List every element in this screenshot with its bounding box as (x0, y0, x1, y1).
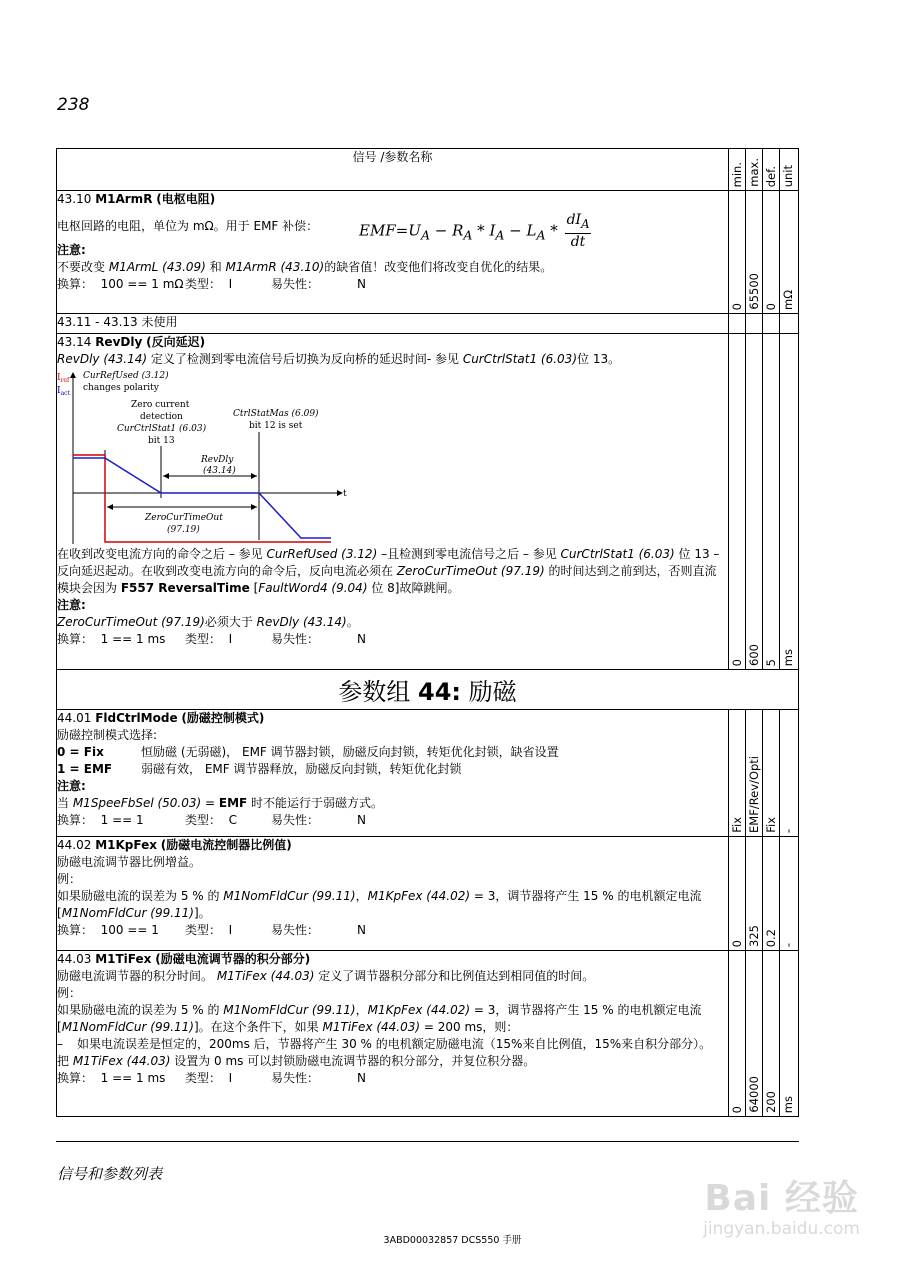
param-43-14-desc: 43.14 RevDly (反向延迟) RevDly (43.14) 定义了检测到零电流信号后切换为反向桥的延迟时间- 参见 CurCtrlStat1 (6.03)位 13。 $I_{ref}$ $I_{act}$ CurRefUsed (3.12) changes polarity Zero current detection CurCtrlStat1 (6.03) bit 13 CtrlStatMas (6.09) bit 12 is set RevDly (43.14) ZeroCurTimeOut (97.19) t 在收到改变电流方向的命令之后 – 参见 CurRefUsed (3.12) –且检测到零电流信号之后 – 参见 CurCtrlStat1 (6.03) 位 13 –反向延迟起动。在收到改变电流方向的命令后，反向电流必须在 ZeroCurTimeOut (97.19) 的时间达到之前到达，否则直流模块会因为 F557 ReversalTime [FaultWord4 (9.04) 位 8]故障跳闸。 注意: ZeroCurTimeOut (97.19)必须大于 RevDly (43.14)。 换算： 1 == 1 ms 类型： I 易失性： N (57, 334, 729, 670)
bit13-label: bit 13 (148, 436, 175, 446)
table-row-unused (57, 314, 799, 334)
param-43-14-def: 5 (763, 334, 780, 670)
table-row-43-10 (57, 191, 799, 314)
revdly-ref-label: (43.14) (203, 466, 236, 476)
emf-formula-line: 电枢回路的电阻，单位为 mΩ。用于 EMF 补偿： $EMF=U_A - R_A * I_A - L_A$ * $\frac{dI_A}{dt}$ (57, 212, 590, 250)
zerocur-label: ZeroCurTimeOut (145, 513, 223, 523)
param-44-02-min: 0 (729, 837, 746, 951)
unused-params-text: 43.11 - 43.13 未使用 (57, 314, 729, 334)
param-44-02-max: 325 (746, 837, 763, 951)
iact-trace (73, 458, 331, 538)
group-44-title: 参数组 44: 励磁 (57, 670, 799, 710)
column-header-def: def. (763, 149, 780, 191)
column-header-min: min. (729, 149, 746, 191)
param-44-01-unit: - (780, 710, 799, 837)
param-44-01-min: Fix (729, 710, 746, 837)
page-number: 238 (57, 95, 90, 115)
param-44-01-desc: 44.01 FldCtrlMode (励磁控制模式) 励磁控制模式选择: 0 = Fix 恒励磁 (无弱磁)， EMF 调节器封锁，励磁反向封锁，转矩优化封锁，缺省设置 1 = EMF 弱磁有效， EMF 调节器释放，励磁反向封锁，转矩优化封锁 注意: 当 M1SpeeFbSel (50.03) = EMF 时不能运行于弱磁方式。 换算： 1 == 1 类型： C 易失性： N (57, 710, 729, 837)
param-44-02-def: 0.2 (763, 837, 780, 951)
zerocur-arrow-right (251, 504, 257, 510)
iref-label: $I_{ref}$ (57, 373, 70, 384)
param-44-03-def: 200 (763, 951, 780, 1117)
param-44-02-desc: 44.02 M1KpFex (励磁电流控制器比例值) 励磁电流调节器比例增益。 例： 如果励磁电流的误差为 5 % 的 M1NomFldCur (99.11)，M1KpFex (44.02) = 3，调节器将产生 15 % 的电机额定电流[M1NomFldCur (99.11)]。 换算： 100 == 1 类型： I 易失性： N (57, 837, 729, 951)
zerocur-arrow-left (107, 504, 113, 510)
param-44-03-min: 0 (729, 951, 746, 1117)
zerocur-ref-label: (97.19) (167, 525, 200, 535)
param-43-10-desc: 43.10 M1ArmR (电枢电阻) 电枢回路的电阻，单位为 mΩ。用于 EMF 补偿： $EMF=U_A - R_A * I_A - L_A$ * $\frac{dI_A}{dt}$ 注意: 不要改变 M1ArmL (43.09) 和 M1ArmR (43.10)的缺省值！改变他们将改变自优化的结果。 换算： 100 == 1 mΩ类型： I 易失性： N (57, 191, 729, 314)
revdly-arrow-left (163, 473, 169, 479)
table-row-44-03 (57, 951, 799, 1117)
param-44-03-unit: ms (780, 951, 799, 1117)
revdly-label: RevDly (201, 455, 234, 465)
param-43-10-unit: mΩ (780, 191, 799, 314)
time-axis-label: t (343, 489, 347, 499)
bit12-label: bit 12 is set (249, 421, 303, 431)
changes-polarity-label: changes polarity (83, 383, 159, 393)
param-44-01-def: Fix (763, 710, 780, 837)
table-row-43-14 (57, 334, 799, 670)
ctrlstat-label: CtrlStatMas (6.09) (233, 409, 319, 419)
column-header-unit: unit (780, 149, 799, 191)
param-44-01-max: EMF/Rev/Opti (746, 710, 763, 837)
footer-divider (56, 1141, 799, 1142)
param-43-10-min: 0 (729, 191, 746, 314)
detection-label: detection (140, 412, 183, 422)
table-row-44-01 (57, 710, 799, 837)
param-43-10-max: 65500 (746, 191, 763, 314)
reversal-delay-diagram (57, 370, 357, 546)
curref-label: CurRefUsed (3.12) (83, 371, 169, 381)
watermark-url: jingyan.baidu.com (703, 1219, 860, 1239)
table-row-44-02 (57, 837, 799, 951)
footer-doc-id: 3ABD00032857 DCS550 手册 (383, 1235, 522, 1246)
baidu-watermark (703, 1170, 860, 1239)
column-header-max: max. (746, 149, 763, 191)
param-43-14-max: 600 (746, 334, 763, 670)
table-header-row (57, 149, 799, 191)
param-44-02-unit: - (780, 837, 799, 951)
table-row-group-44 (57, 670, 799, 710)
y-axis-arrow (70, 372, 76, 378)
table-header-title: 信号 /参数名称 (57, 149, 729, 191)
iact-label: $I_{act}$ (57, 386, 70, 397)
footer-section-title: 信号和参数列表 (57, 1165, 163, 1183)
emf-formula: $EMF=U_A - R_A * I_A - L_A$ * $\frac{dI_A}{dt}$ (359, 212, 590, 250)
parameter-table (56, 148, 799, 1117)
param-43-10-def: 0 (763, 191, 780, 314)
curctrl-label: CurCtrlStat1 (6.03) (117, 424, 207, 434)
param-43-14-unit: ms (780, 334, 799, 670)
zero-current-label: Zero current (131, 400, 190, 410)
revdly-arrow-right (251, 473, 257, 479)
param-44-03-max: 64000 (746, 951, 763, 1117)
watermark-logo: Bai 经验 (704, 1178, 859, 1219)
param-44-03-desc: 44.03 M1TiFex (励磁电流调节器的积分部分) 励磁电流调节器的积分时间。 M1TiFex (44.03) 定义了调节器积分部分和比例值达到相同值的时间。 例： 如果励磁电流的误差为 5 % 的 M1NomFldCur (99.11)，M1KpFex (44.02) = 3，调节器将产生 15 % 的电机额定电流[M1NomFldCur (99.11)]。在这个条件下，如果 M1TiFex (44.03) = 200 ms，则： – 如果电流误差是恒定的，200ms 后，节器将产生 30 % 的电机额定励磁电流（15%来自比例值，15%来自积分部分）。 把 M1TiFex (44.03) 设置为 0 ms 可以封锁励磁电流调节器的积分部分，并复位积分器。 换算： 1 == 1 ms 类型： I 易失性： N (57, 951, 729, 1117)
param-43-14-min: 0 (729, 334, 746, 670)
